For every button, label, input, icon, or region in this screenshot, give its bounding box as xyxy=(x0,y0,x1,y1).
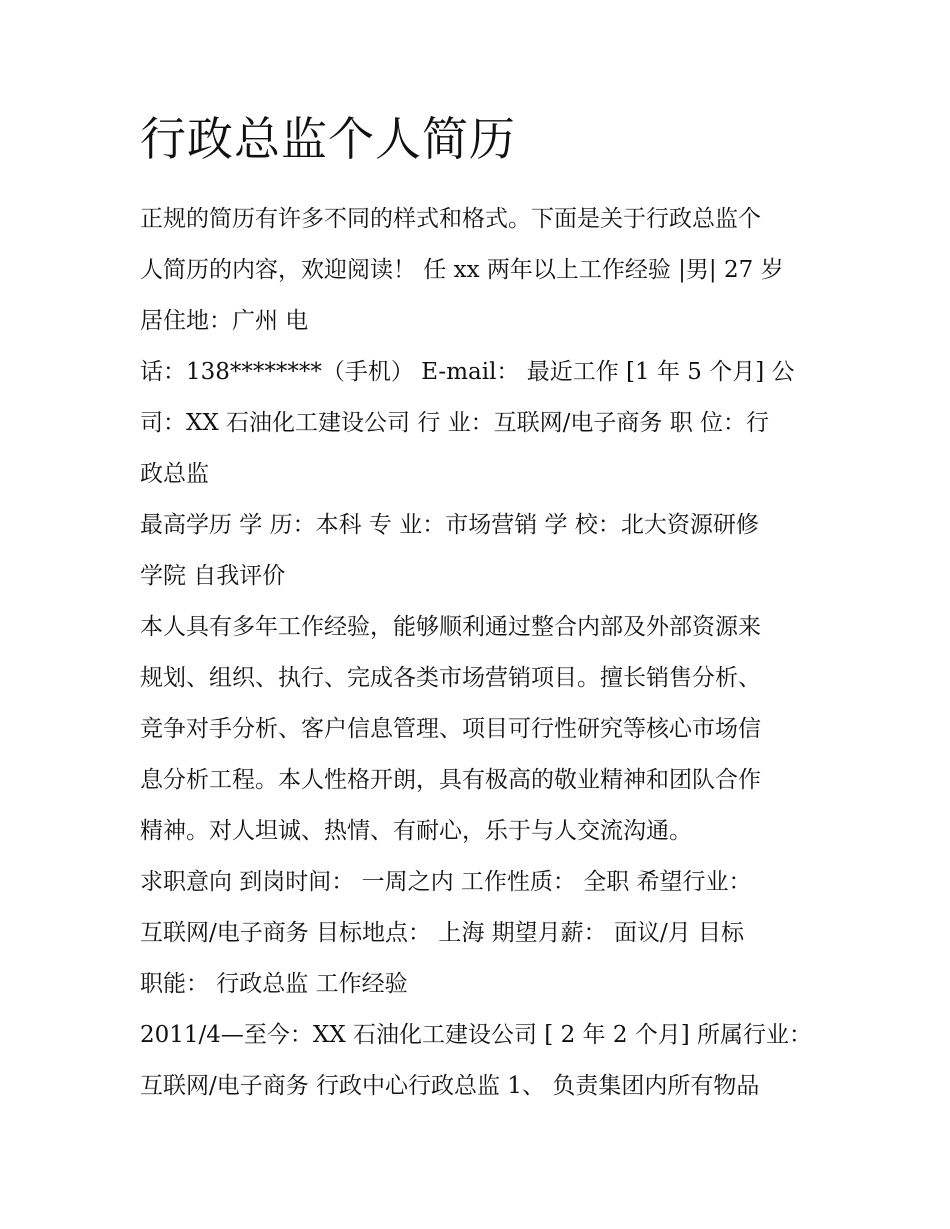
text-line: 职能： 行政总监 工作经验 xyxy=(140,971,408,997)
text-line: 本人具有多年工作经验，能够顺利通过整合内部及外部资源来 xyxy=(140,614,761,640)
text-line: 互联网/电子商务 目标地点： 上海 期望月薪： 面议/月 目标 xyxy=(140,920,745,946)
text-line: 正规的简历有许多不同的样式和格式。下面是关于行政总监个 xyxy=(140,206,761,232)
text-line: 精神。对人坦诚、热情、有耐心，乐于与人交流沟通。 xyxy=(140,818,692,844)
text-line: 息分析工程。本人性格开朗，具有极高的敬业精神和团队合作 xyxy=(140,767,761,793)
text-line: 话：138********（手机） E-mail： 最近工作 [1 年 5 个月] 公 xyxy=(140,359,795,385)
text-line: 居住地：广州 电 xyxy=(140,308,309,334)
text-line: 互联网/电子商务 行政中心行政总监 1、 负责集团内所有物品 xyxy=(140,1073,760,1099)
text-line: 2011/4—至今：XX 石油化工建设公司 [ 2 年 2 个月] 所属行业： xyxy=(140,1022,813,1048)
text-line: 司：XX 石油化工建设公司 行 业：互联网/电子商务 职 位：行 xyxy=(140,410,770,436)
page-title: 行政总监个人简历 xyxy=(140,112,516,166)
text-line: 最高学历 学 历：本科 专 业：市场营销 学 校：北大资源研修 xyxy=(140,512,759,538)
text-line: 政总监 xyxy=(140,461,209,487)
text-line: 人简历的内容，欢迎阅读！ 任 xx 两年以上工作经验 |男| 27 岁 xyxy=(140,257,784,283)
text-line: 求职意向 到岗时间： 一周之内 工作性质： 全职 希望行业： xyxy=(140,869,752,895)
text-line: 规划、组织、执行、完成各类市场营销项目。擅长销售分析、 xyxy=(140,665,761,691)
text-line: 学院 自我评价 xyxy=(140,563,286,589)
text-line: 竞争对手分析、客户信息管理、项目可行性研究等核心市场信 xyxy=(140,716,761,742)
